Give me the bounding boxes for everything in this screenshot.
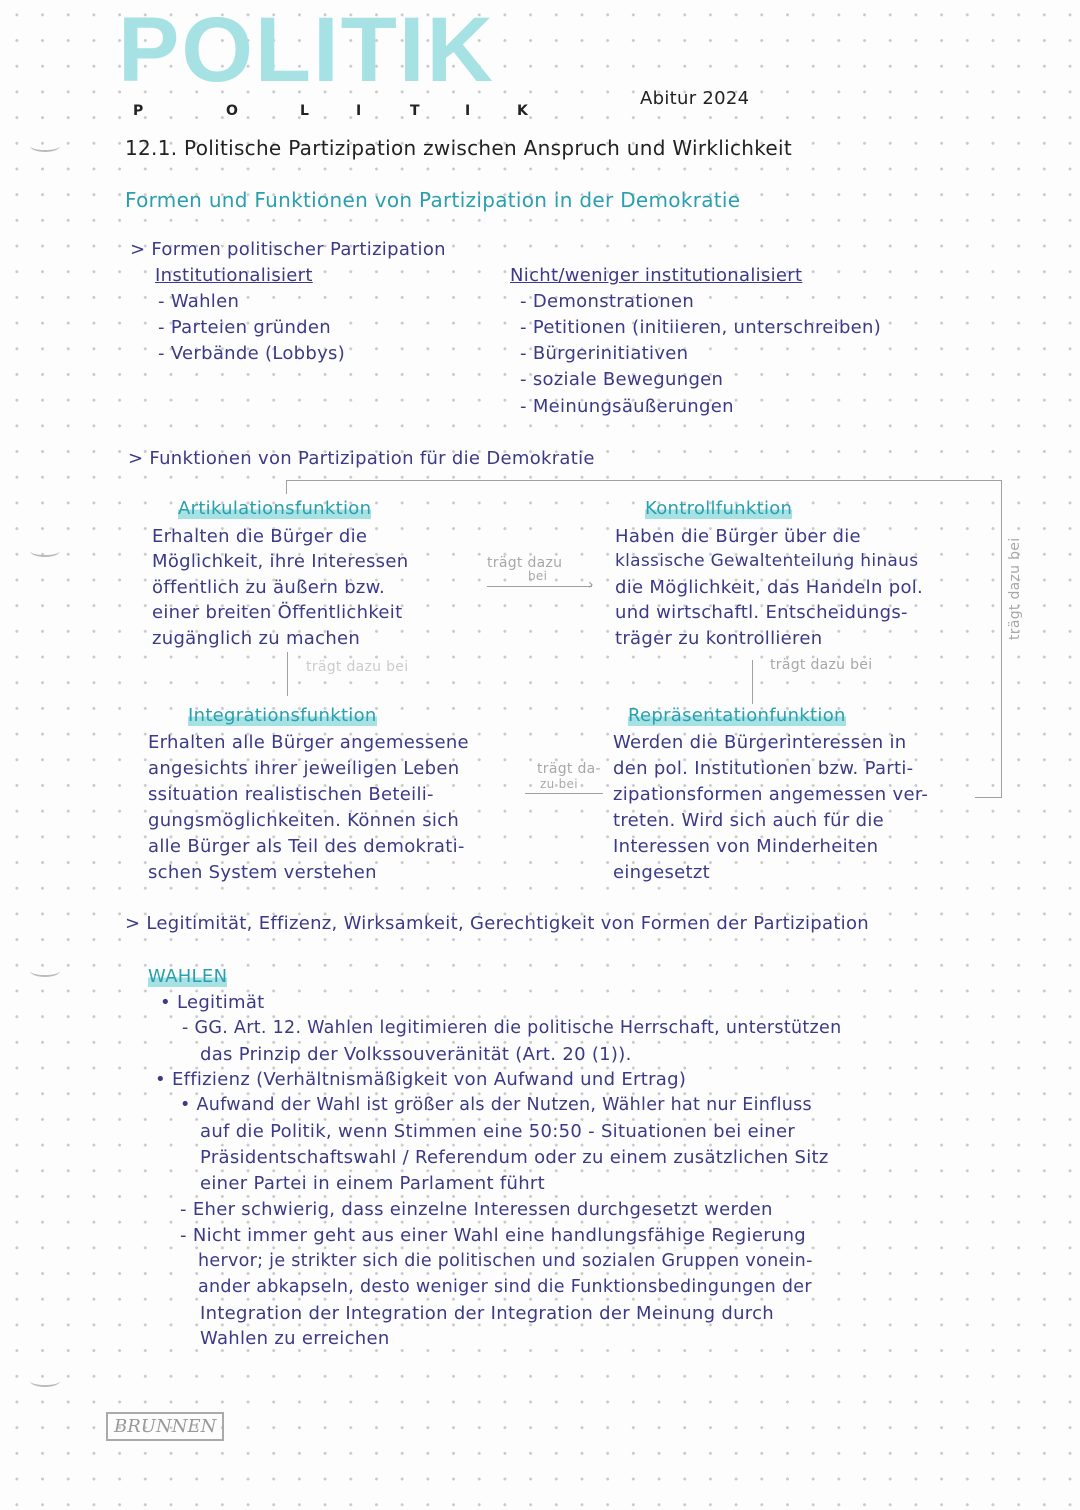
chapter-heading: 12.1. Politische Partizipation zwischen Anspruch und Wirklichkeit [125, 136, 793, 160]
forms-left-title: Institutionalisiert [155, 265, 313, 286]
text-line: Integration der Integration der Integration der Meinung durch [200, 1303, 775, 1324]
text-line: das Prinzip der Volkssouveränität (Art. 20 (1)). [200, 1044, 632, 1065]
box-line: Möglichkeit, ihre Interessen [152, 551, 409, 572]
title-letter: I [465, 103, 471, 119]
subtitle: Abitur 2024 [640, 88, 750, 109]
list-item: - soziale Bewegungen [520, 369, 724, 390]
title-letter: I [356, 103, 362, 119]
connector-line [286, 480, 1002, 481]
arrow-label: trägt dazu bei [770, 657, 873, 673]
box-line: Erhalten alle Bürger angemessene [148, 732, 469, 753]
arrow-label: trägt dazu bei [1007, 537, 1023, 640]
brunnen-logo: BRUNNEN [106, 1412, 224, 1441]
box-line: den pol. Institutionen bzw. Parti- [613, 758, 914, 779]
punch-hole [30, 965, 60, 977]
list-item: - Parteien gründen [158, 317, 331, 338]
box-line: zipationsformen angemessen ver- [613, 784, 929, 805]
box-line: Haben die Bürger über die [615, 526, 861, 547]
arrow-label: bei [528, 569, 548, 583]
title-letter: L [300, 103, 309, 119]
arrow-down [287, 652, 288, 696]
functions-heading: > Funktionen von Partizipation für die Demokratie [128, 448, 595, 469]
box-line: einer breiten Öffentlichkeit [152, 602, 403, 623]
forms-right-title: Nicht/weniger institutionalisiert [510, 265, 803, 286]
box-line: ssituation realistischen Beteili- [148, 784, 434, 805]
text-line: • Legitimät [160, 992, 265, 1013]
box-title: Artikulationsfunktion [178, 498, 372, 519]
arrow-up [752, 660, 753, 704]
arrow-label: zu bei [540, 777, 578, 791]
text-line: Präsidentschaftswahl / Referendum oder zu einem zusätzlichen Sitz [200, 1147, 829, 1168]
arrow-right [487, 586, 592, 587]
box-line: die Möglichkeit, das Handeln pol. [615, 577, 924, 598]
list-item: - Wahlen [158, 291, 240, 312]
punch-hole [30, 545, 60, 557]
criteria-heading: > Legitimität, Effizenz, Wirksamkeit, Gerechtigkeit von Formen der Partizipation [125, 913, 870, 934]
box-line: treten. Wird sich auch für die [613, 810, 884, 831]
box-title: Repräsentationfunktion [628, 705, 846, 726]
connector-line [286, 480, 287, 494]
list-item: - Demonstrationen [520, 291, 695, 312]
text-line: - Nicht immer geht aus einer Wahl eine handlungsfähige Regierung [180, 1225, 807, 1246]
list-item: - Bürgerinitiativen [520, 343, 689, 364]
box-line: Werden die Bürgerinteressen in [613, 732, 907, 753]
punch-hole [30, 140, 60, 152]
arrow-label: trägt dazu bei [306, 659, 409, 675]
section-heading: Formen und Funktionen von Partizipation in der Demokratie [125, 188, 741, 212]
arrow-label: trägt dazu [487, 555, 563, 571]
punch-hole [30, 1375, 60, 1387]
box-line: Erhalten die Bürger die [152, 526, 368, 547]
list-item: - Meinungsäußerungen [520, 396, 734, 417]
page-title: POLITIK [118, 0, 495, 101]
connector-line [975, 797, 1002, 798]
box-line: und wirtschaftl. Entscheidungs- [615, 602, 908, 623]
text-line: - Eher schwierig, dass einzelne Interessen durchgesetzt werden [180, 1199, 773, 1220]
title-letter: O [226, 103, 238, 119]
box-line: öffentlich zu äußern bzw. [152, 577, 386, 598]
box-line: zugänglich zu machen [152, 628, 361, 649]
text-line: • Effizienz (Verhältnismäßigkeit von Aufwand und Ertrag) [155, 1069, 687, 1090]
box-line: eingesetzt [613, 862, 710, 883]
text-line: - GG. Art. 12. Wahlen legitimieren die politische Herrschaft, unterstützen [182, 1018, 842, 1038]
forms-heading: > Formen politischer Partizipation [130, 239, 446, 260]
arrow-label: trägt da- [537, 761, 601, 777]
arrow-head-icon: › [588, 577, 594, 593]
list-item: - Verbände (Lobbys) [158, 343, 346, 364]
text-line: Wahlen zu erreichen [200, 1328, 390, 1349]
box-line: gungsmöglichkeiten. Können sich [148, 810, 460, 831]
box-title: Integrationsfunktion [188, 705, 377, 726]
arrow-left [525, 793, 603, 794]
text-line: einer Partei in einem Parlament führt [200, 1173, 545, 1194]
box-line: Interessen von Minderheiten [613, 836, 879, 857]
wahlen-title: WAHLEN [148, 966, 228, 987]
box-line: träger zu kontrollieren [615, 628, 823, 649]
box-line: schen System verstehen [148, 862, 377, 883]
box-title: Kontrollfunktion [645, 498, 793, 519]
text-line: • Aufwand der Wahl ist größer als der Nutzen, Wähler hat nur Einfluss [180, 1095, 812, 1115]
connector-line [1001, 480, 1002, 798]
text-line: hervor; je strikter sich die politischen und sozialen Gruppen vonein- [198, 1251, 813, 1271]
title-letter: P [133, 103, 144, 119]
box-line: alle Bürger als Teil des demokrati- [148, 836, 465, 857]
list-item: - Petitionen (initiieren, unterschreiben) [520, 317, 882, 338]
title-letter: K [517, 103, 528, 119]
box-line: klassische Gewaltenteilung hinaus [615, 551, 919, 571]
title-letter: T [410, 103, 420, 119]
text-line: ander abkapseln, desto weniger sind die Funktionsbedingungen der [198, 1277, 812, 1297]
text-line: auf die Politik, wenn Stimmen eine 50:50 - Situationen bei einer [200, 1121, 796, 1142]
box-line: angesichts ihrer jeweiligen Leben [148, 758, 460, 779]
